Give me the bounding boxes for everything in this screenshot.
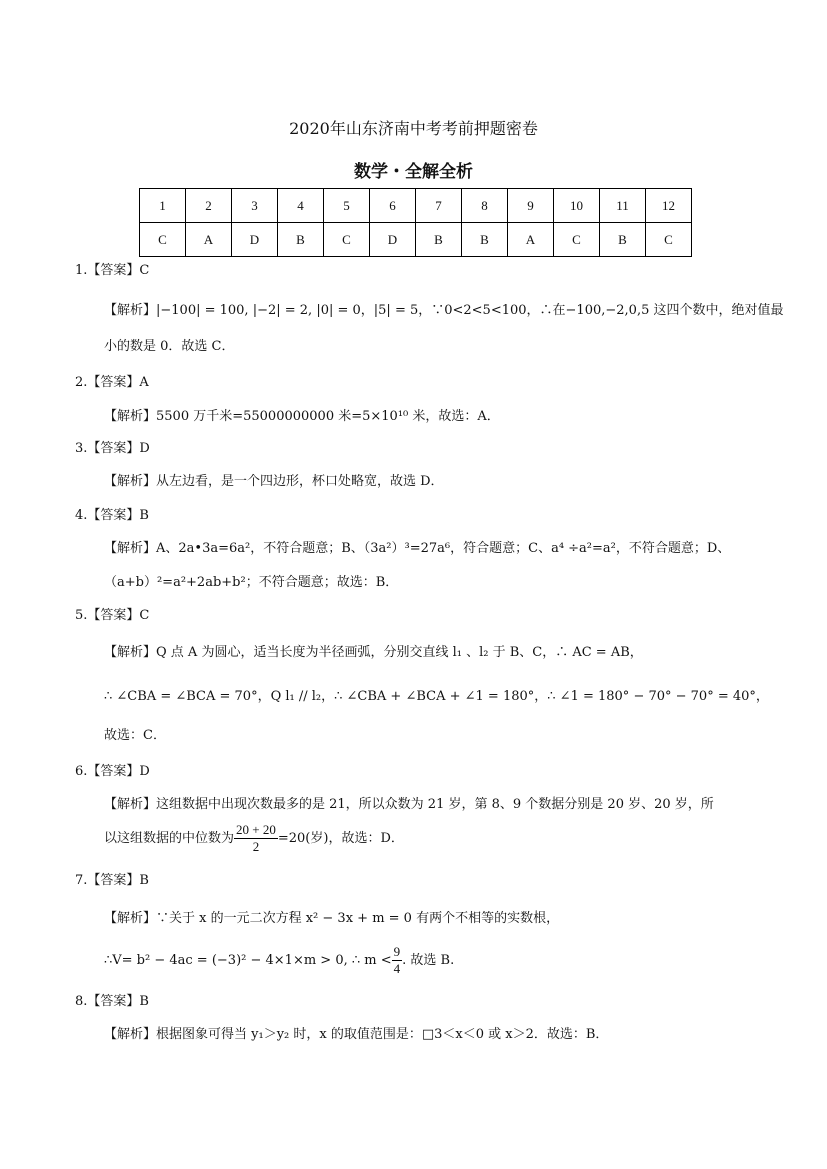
explanation-text: =20(岁)，故选：D．: [277, 831, 404, 846]
fraction-numerator: 9: [393, 944, 401, 959]
explanation-line: 【解析】5500 万千米=55000000000 米=5×10¹⁰ 米，故选：A．: [104, 409, 500, 424]
explanation-line: 故选：C．: [104, 728, 166, 743]
explanation-text: 以这组数据的中位数为: [104, 831, 235, 846]
explanation-line: 【解析】|−100| = 100, |−2| = 2, |0| = 0，|5| = 5，∵0<2<5<100，∴在−100,−2,0,5 这四个数中，绝对值最: [104, 303, 784, 318]
answer-heading: 2.【答案】A: [75, 375, 149, 390]
answer-heading: 1.【答案】C: [75, 263, 150, 278]
explanation-line: ∴ ∠CBA = ∠BCA = 70°，Q l₁ // l₂，∴ ∠CBA + ∠BCA + ∠1 = 180°，∴ ∠1 = 180° − 70° − 70° = 40°，: [104, 689, 769, 704]
answer-letter: C: [324, 223, 370, 257]
explanation-line: 【解析】∵关于 x 的一元二次方程 x² − 3x + m = 0 有两个不相等的实数根，: [104, 911, 560, 926]
question-number: 10: [554, 189, 600, 223]
question-number: 12: [646, 189, 692, 223]
answer-heading: 7.【答案】B: [75, 873, 149, 888]
question-number: 6: [370, 189, 416, 223]
answer-letter: C: [554, 223, 600, 257]
answer-letter: B: [416, 223, 462, 257]
answer-heading: 3.【答案】D: [75, 441, 150, 456]
explanation-line: 【解析】从左边看，是一个四边形，杯口处略宽，故选 D．: [104, 474, 444, 489]
fraction-numerator: 20 + 20: [236, 822, 276, 837]
answer-letter: B: [278, 223, 324, 257]
explanation-line: 小的数是 0．故选 C．: [104, 339, 235, 354]
answer-letter: D: [370, 223, 416, 257]
explanation-text: ∴V= b² − 4ac = (−3)² − 4×1×m > 0, ∴ m <: [104, 953, 392, 968]
answer-letter: C: [140, 223, 186, 257]
question-number: 1: [140, 189, 186, 223]
question-number: 5: [324, 189, 370, 223]
question-number: 11: [600, 189, 646, 223]
explanation-line: 【解析】根据图象可得当 y₁＞y₂ 时，x 的取值范围是：□3＜x＜0 或 x＞2．故选：B．: [104, 1027, 609, 1042]
explanation-line: 【解析】A、2a•3a=6a²，不符合题意；B、（3a²）³=27a⁶，符合题意；C、a⁴ ÷a²=a²，不符合题意；D、: [104, 541, 731, 556]
question-number: 7: [416, 189, 462, 223]
answer-heading: 8.【答案】B: [75, 994, 149, 1009]
explanation-line: （a+b）²=a²+2ab+b²；不符合题意；故选：B．: [104, 575, 399, 590]
explanation-line: [104, 944, 454, 977]
answer-table-answer-row: [140, 223, 692, 257]
question-number: 8: [462, 189, 508, 223]
answer-letter: D: [232, 223, 278, 257]
question-number: 2: [186, 189, 232, 223]
inequality-fraction: [392, 944, 403, 977]
answer-letter: B: [600, 223, 646, 257]
fraction-denominator: 4: [393, 961, 401, 976]
answer-heading: 4.【答案】B: [75, 508, 149, 523]
answer-letter: A: [186, 223, 232, 257]
question-number: 9: [508, 189, 554, 223]
answer-table: [139, 188, 692, 257]
answer-letter: C: [646, 223, 692, 257]
answer-table-number-row: [140, 189, 692, 223]
explanation-text: . 故选 B.: [402, 953, 455, 968]
answer-letter: A: [508, 223, 554, 257]
question-number: 3: [232, 189, 278, 223]
question-number: 4: [278, 189, 324, 223]
fraction-denominator: 2: [252, 839, 260, 854]
median-fraction: [234, 822, 278, 855]
answer-heading: 6.【答案】D: [75, 764, 150, 779]
answer-letter: B: [462, 223, 508, 257]
explanation-line: [104, 822, 404, 855]
page-subtitle: 数学・全解全析: [354, 162, 473, 182]
answer-heading: 5.【答案】C: [75, 608, 150, 623]
page-title: 2020年山东济南中考考前押题密卷: [289, 119, 538, 138]
explanation-line: 【解析】Q 点 A 为圆心，适当长度为半径画弧，分别交直线 l₁ 、l₂ 于 B、C，∴ AC = AB，: [104, 645, 643, 660]
explanation-line: 【解析】这组数据中出现次数最多的是 21，所以众数为 21 岁，第 8、9 个数据分别是 20 岁、20 岁，所: [104, 797, 714, 812]
